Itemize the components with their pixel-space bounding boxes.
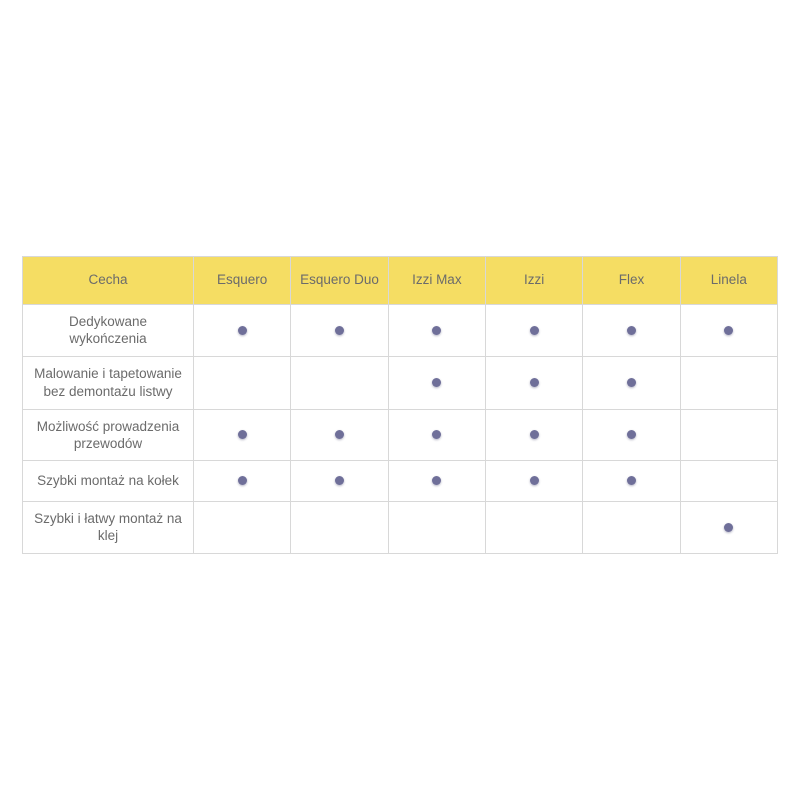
header-cell-esquero: Esquero	[194, 257, 291, 305]
cell-1-4	[583, 356, 680, 409]
cell-2-2	[388, 409, 485, 461]
header-cell-izzi-max: Izzi Max	[388, 257, 485, 305]
cell-2-0	[194, 409, 291, 461]
table-row	[23, 502, 778, 554]
comparison-table-container	[22, 256, 778, 554]
row-label-szybki-i-latwy-montaz-na-klej: Szybki i łatwy montaż na klej	[23, 502, 194, 554]
mark-dot-icon	[432, 476, 441, 485]
mark-dot-icon	[627, 430, 636, 439]
mark-dot-icon	[432, 430, 441, 439]
cell-1-3	[485, 356, 582, 409]
header-cell-flex: Flex	[583, 257, 680, 305]
cell-4-3	[485, 502, 582, 554]
header-row	[23, 257, 778, 305]
mark-dot-icon	[238, 326, 247, 335]
cell-3-0	[194, 461, 291, 502]
row-label-malowanie-i-tapetowanie: Malowanie i tapetowanie bez demontażu listwy	[23, 356, 194, 409]
mark-dot-icon	[238, 476, 247, 485]
cell-2-4	[583, 409, 680, 461]
cell-0-0	[194, 305, 291, 357]
cell-2-1	[291, 409, 388, 461]
mark-dot-icon	[627, 476, 636, 485]
cell-4-5	[680, 502, 777, 554]
mark-dot-icon	[432, 326, 441, 335]
mark-dot-icon	[335, 430, 344, 439]
cell-1-2	[388, 356, 485, 409]
cell-2-3	[485, 409, 582, 461]
mark-dot-icon	[335, 326, 344, 335]
cell-1-0	[194, 356, 291, 409]
header-cell-feature: Cecha	[23, 257, 194, 305]
cell-0-3	[485, 305, 582, 357]
table-row	[23, 409, 778, 461]
mark-dot-icon	[627, 378, 636, 387]
row-label-mozliwosc-prowadzenia-przewodow: Możliwość prowadzenia przewodów	[23, 409, 194, 461]
cell-4-2	[388, 502, 485, 554]
mark-dot-icon	[530, 476, 539, 485]
cell-1-1	[291, 356, 388, 409]
mark-dot-icon	[724, 523, 733, 532]
mark-dot-icon	[530, 430, 539, 439]
table-row	[23, 305, 778, 357]
mark-dot-icon	[724, 326, 733, 335]
cell-0-4	[583, 305, 680, 357]
mark-dot-icon	[335, 476, 344, 485]
table-row	[23, 461, 778, 502]
mark-dot-icon	[530, 326, 539, 335]
row-label-dedykowane-wykonczenia: Dedykowane wykończenia	[23, 305, 194, 357]
cell-4-0	[194, 502, 291, 554]
cell-3-3	[485, 461, 582, 502]
cell-3-1	[291, 461, 388, 502]
table-body	[23, 305, 778, 554]
cell-3-5	[680, 461, 777, 502]
cell-0-2	[388, 305, 485, 357]
table-header	[23, 257, 778, 305]
header-cell-linela: Linela	[680, 257, 777, 305]
cell-0-5	[680, 305, 777, 357]
table-row	[23, 356, 778, 409]
mark-dot-icon	[432, 378, 441, 387]
header-cell-esquero-duo: Esquero Duo	[291, 257, 388, 305]
cell-0-1	[291, 305, 388, 357]
cell-4-4	[583, 502, 680, 554]
cell-3-4	[583, 461, 680, 502]
mark-dot-icon	[238, 430, 247, 439]
feature-comparison-table	[22, 256, 778, 554]
cell-4-1	[291, 502, 388, 554]
header-cell-izzi: Izzi	[485, 257, 582, 305]
cell-3-2	[388, 461, 485, 502]
cell-2-5	[680, 409, 777, 461]
cell-1-5	[680, 356, 777, 409]
row-label-szybki-montaz-na-kolek: Szybki montaż na kołek	[23, 461, 194, 502]
mark-dot-icon	[627, 326, 636, 335]
mark-dot-icon	[530, 378, 539, 387]
